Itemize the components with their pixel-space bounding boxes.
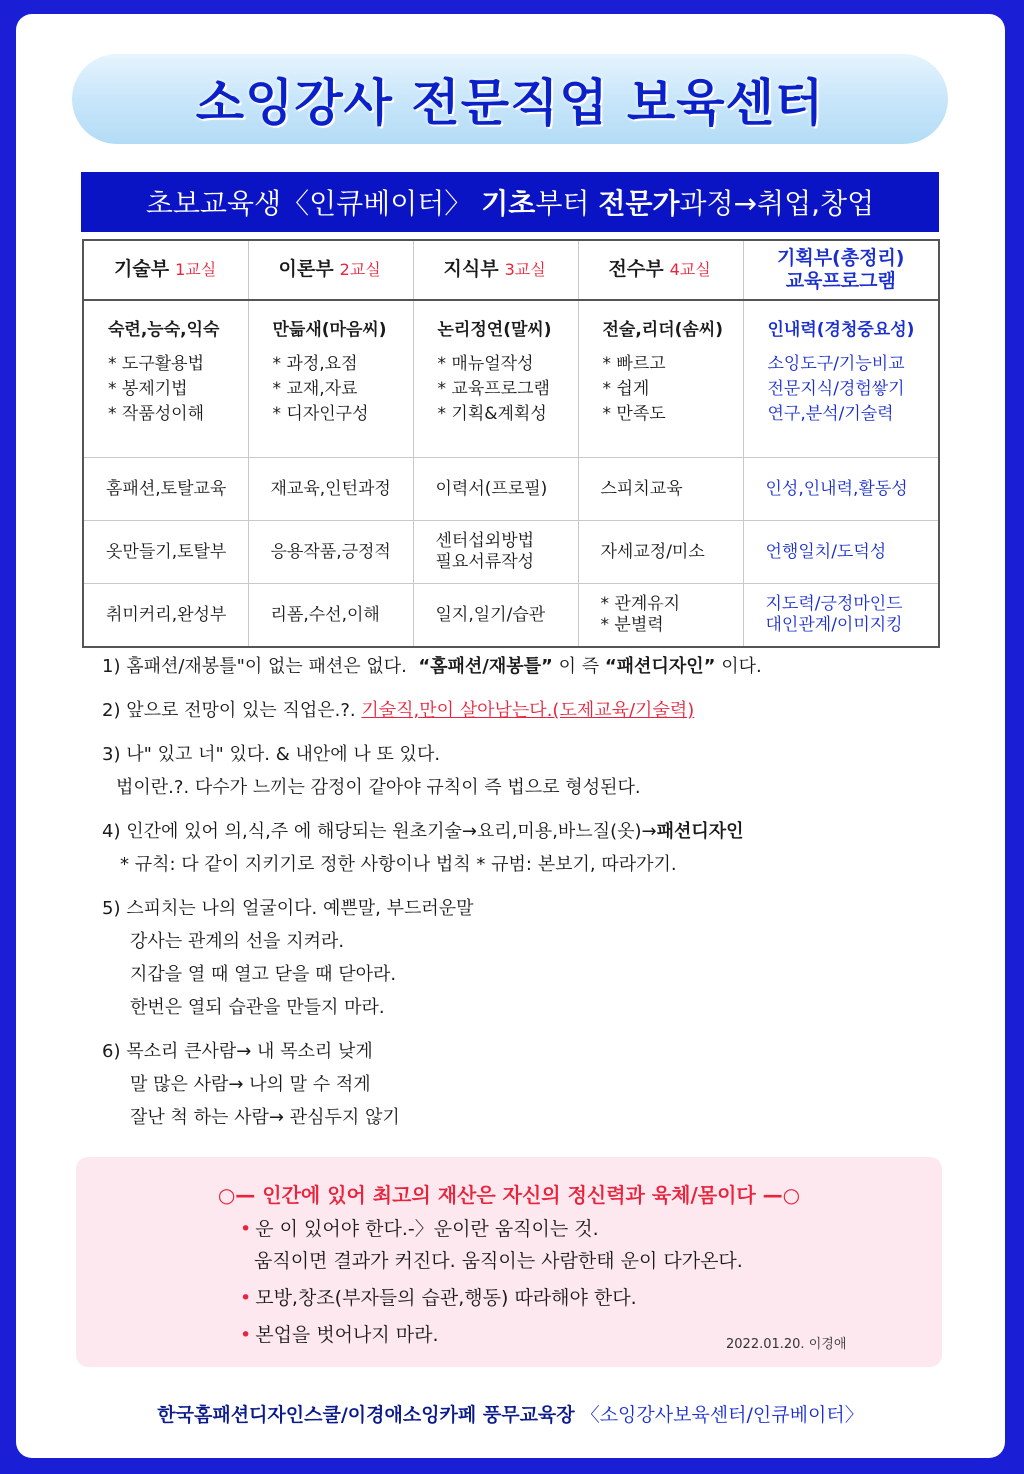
highlight-list [240,1213,743,1356]
cell-subtitle: 논리정연(말씨) [437,320,552,340]
table-cell [413,300,578,458]
table-cell: 응용작품,긍정적 [248,521,413,584]
note-bold: “패션디자인” [604,656,716,677]
header-name: 전수부 [608,258,664,281]
table-cell [413,521,578,584]
note-4 [102,815,962,881]
cell-item: * 봉제기법 [108,378,188,399]
note-text: * 규칙: 다 같이 지키기로 정한 사항이나 법칙 * 규범: 본보기, 따라가기. [120,854,677,875]
header-room: 3교실 [504,260,546,280]
table-cell [578,300,743,458]
highlight-text: 운 이 있어야 한다.-〉운이란 움직이는 것. [255,1218,599,1240]
cell-item: * 매뉴얼작성 [437,353,534,374]
note-text: 4) 인간에 있어 의,식,주 에 해당되는 원초기술→요리,미용,바느질(옷)→ [102,821,657,842]
banner-text-5: 과정→취업,창업 [679,187,875,220]
cell-item: * 디자인구성 [272,403,369,424]
note-bold: 패션디자인 [656,821,744,842]
header-name: 기획부(총정리) [777,247,905,270]
header-name: 지식부 [443,258,499,281]
cell-line: * 분별력 [600,615,664,635]
note-text: 잘난 척 하는 사람→ 관심두지 않기 [130,1107,400,1128]
cell-subtitle: 숙련,능숙,익숙 [108,320,220,340]
note-text: 6) 목소리 큰사람→ 내 목소리 낮게 [102,1041,373,1062]
note-2 [102,694,962,727]
highlight-text: 움직이면 결과가 커진다. 움직이는 사람한태 운이 다가온다. [254,1250,743,1272]
cell-item: * 교육프로그램 [437,378,550,399]
cell-line: 지도력/긍정마인드 [765,594,903,614]
note-text: 2) 앞으로 전망이 있는 직업은.?. [102,700,356,721]
header-room: 1교실 [175,260,217,280]
cell-item: 전문지식/경험쌓기 [767,378,905,399]
header-cell [743,240,939,300]
cell-subtitle: 전술,리더(솜씨) [602,320,724,340]
note-text: 1) 홈패션/재봉틀"이 없는 패션은 없다. [102,656,407,677]
table-cell: 취미커리,완성부 [83,584,248,648]
note-text: 한번은 열되 습관을 만들지 마라. [130,997,385,1018]
note-text: 5) 스피치는 나의 얼굴이다. 예쁜말, 부드러운말 [102,898,474,919]
table-cell: 자세교정/미소 [578,521,743,584]
banner-text-1: 초보교육생〈인큐베이터〉 [145,187,473,220]
page-title: 소잉강사 전문직업 보육센터 [195,74,825,132]
note-text: 법이란.?. 다수가 느끼는 감정이 같아야 규칙이 즉 법으로 형성된다. [116,777,641,798]
header-name: 기술부 [114,258,170,281]
notes-list [102,650,962,1145]
banner-text-4: 전문가 [598,187,680,220]
highlight-item [240,1282,743,1314]
cell-item: * 만족도 [602,403,666,424]
cell-item: * 과정,요점 [272,353,358,374]
table-cell: 스피치교육 [578,458,743,521]
table-header-row [83,240,939,300]
table-cell: 인성,인내력,활동성 [743,458,939,521]
cell-item: * 작품성이해 [108,403,205,424]
cell-subtitle: 만듦새(마음씨) [272,320,387,340]
cell-item: * 빠르고 [602,353,666,374]
note-text: 말 많은 사람→ 나의 말 수 적게 [130,1074,371,1095]
table-cell: 리폼,수선,이해 [248,584,413,648]
highlight-title: ○— 인간에 있어 최고의 재산은 자신의 정신력과 육체/몸이다 —○ [217,1183,801,1207]
bullet-icon: • [240,1324,252,1346]
header-cell [578,240,743,300]
cell-line: 센터섭외방법 [435,531,535,551]
header-cell [413,240,578,300]
note-text: 이 즉 [558,656,600,677]
table-cell: 이력서(프로필) [413,458,578,521]
footer [16,1400,1005,1427]
note-text: 지갑을 열 때 열고 닫을 때 닫아라. [130,964,397,985]
table-cell: 언행일치/도덕성 [743,521,939,584]
cell-line: 필요서류작성 [435,552,535,572]
cell-item: * 쉽게 [602,378,650,399]
title-banner [72,54,948,144]
note-text: 3) 나" 있고 너" 있다. & 내안에 나 또 있다. [102,744,441,765]
note-1 [102,650,962,683]
note-text: 이다. [721,656,762,677]
header-name-2: 교육프로그램 [785,270,896,292]
table-row [83,521,939,584]
note-bold: “홈패션/재봉틀” [418,656,553,677]
table-row [83,458,939,521]
table-cell [578,584,743,648]
highlight-box [76,1157,942,1367]
highlight-text: 모방,창조(부자들의 습관,행동) 따라해야 한다. [255,1287,637,1309]
table-cell [743,584,939,648]
highlight-item [240,1213,743,1277]
header-room: 4교실 [669,260,711,280]
header-cell [248,240,413,300]
cell-item: * 도구활용법 [108,353,205,374]
cell-item: 연구,분석/기술력 [767,403,894,424]
bullet-icon: • [240,1287,252,1309]
footer-center: 〈소잉강사보육센터/인큐베이터〉 [580,1404,864,1426]
course-banner [81,172,939,232]
note-3 [102,738,962,804]
note-6 [102,1035,962,1134]
table-cell: 옷만들기,토탈부 [83,521,248,584]
table-cell: 홈패션,토탈교육 [83,458,248,521]
bullet-icon: • [240,1218,252,1240]
table-row [83,300,939,458]
note-highlight: 기술직,만이 살아남는다.(도제교육/기술력) [361,700,695,721]
note-text: 강사는 관계의 선을 지켜라. [130,931,345,952]
cell-item: * 기획&계획성 [437,403,547,424]
table-cell: 일지,일기/습관 [413,584,578,648]
table-cell [248,300,413,458]
header-name: 이론부 [278,258,334,281]
banner-text-3: 부터 [535,187,590,220]
cell-line: * 관계유지 [600,594,681,614]
curriculum-table [82,239,940,648]
table-cell [83,300,248,458]
highlight-text: 본업을 벗어나지 마라. [255,1324,439,1346]
poster-sheet [16,14,1005,1458]
table-row [83,584,939,648]
note-5 [102,892,962,1024]
banner-text-2: 기초 [481,187,536,220]
table-cell [743,300,939,458]
cell-subtitle: 인내력(경청중요성) [767,320,915,340]
cell-item: * 교재,자료 [272,378,358,399]
highlight-item [240,1319,743,1351]
table-cell: 재교육,인턴과정 [248,458,413,521]
header-room: 2교실 [339,260,381,280]
signature-date: 2022.01.20. 이경애 [726,1337,847,1352]
cell-item: 소잉도구/기능비교 [767,353,905,374]
footer-school: 한국홈패션디자인스쿨/이경애소잉카페 풍무교육장 [157,1404,575,1426]
header-cell [83,240,248,300]
cell-line: 대인관계/이미지킹 [765,615,903,635]
